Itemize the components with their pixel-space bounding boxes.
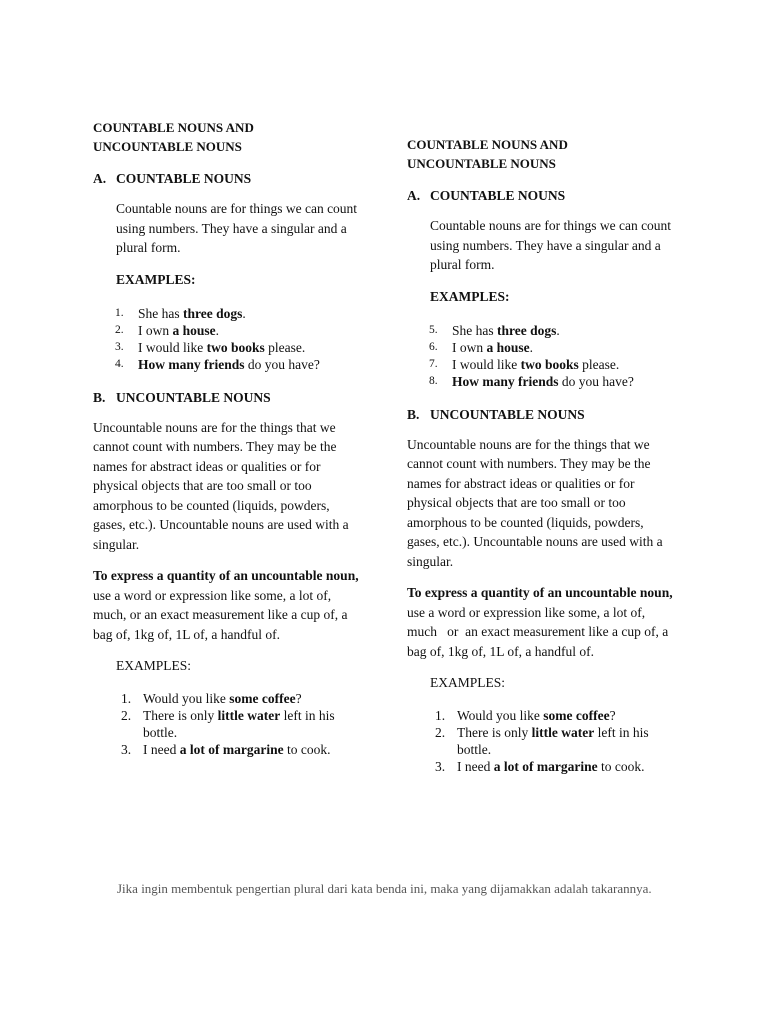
examples-label: EXAMPLES: (116, 271, 196, 287)
item-text: left in his bottle. (143, 708, 335, 740)
list-item (407, 758, 697, 775)
item-text: I own (138, 322, 173, 338)
item-bold-text: three dogs (497, 322, 557, 338)
examples-label: EXAMPLES: (430, 288, 510, 304)
section-b-letter: B. (407, 406, 420, 422)
examples-label-plain: EXAMPLES: (430, 675, 506, 690)
countable-examples-list (407, 322, 697, 390)
item-text: I need (457, 759, 494, 774)
title-line-1: COUNTABLE NOUNS AND (407, 137, 568, 152)
item-text: I would like (452, 356, 521, 372)
section-a-title: COUNTABLE NOUNS (116, 171, 252, 186)
section-b-heading (407, 405, 697, 424)
item-number: 1. (435, 708, 446, 723)
section-b-heading (93, 388, 383, 407)
item-bold-text: little water (217, 708, 281, 723)
title-line-2: UNCOUNTABLE NOUNS (93, 139, 242, 154)
list-item (93, 356, 383, 373)
item-bold-text: a lot of margarine (493, 759, 598, 774)
quantity-bold: To express a quantity of an uncountable noun, (407, 585, 673, 600)
uncountable-definition: Uncountable nouns are for the things that we cannot count with numbers. They may be the names for abstract ideas or qualities or for physical objects that are too small or too amorphous to be counted (liquids, powders, gases, etc.). Uncountable nouns are used with a singular. (407, 436, 663, 569)
list-item (407, 724, 697, 758)
item-text: . (242, 305, 246, 321)
item-text: . (556, 322, 560, 338)
item-number: 2. (435, 725, 446, 740)
section-b-title: UNCOUNTABLE NOUNS (430, 406, 585, 422)
countable-examples-list (93, 305, 383, 373)
section-a-heading (93, 169, 383, 188)
item-text: . (215, 322, 220, 338)
item-bold-text: some coffee (543, 708, 610, 723)
item-text: I need (143, 742, 180, 757)
quantity-paragraph (93, 566, 363, 644)
item-text: . (529, 339, 534, 355)
list-item (407, 707, 697, 724)
item-text: She has (452, 322, 497, 338)
examples-label-plain: EXAMPLES: (116, 658, 192, 673)
item-text: She has (138, 305, 183, 321)
title-line-2: UNCOUNTABLE NOUNS (407, 156, 556, 171)
page-title (93, 118, 383, 156)
item-text: I would like (138, 339, 207, 355)
item-number: 6. (429, 340, 438, 353)
section-a-letter: A. (93, 171, 107, 186)
list-item (407, 339, 697, 356)
item-text: ? (295, 691, 302, 706)
list-item (93, 741, 383, 758)
item-text: do you have? (558, 373, 634, 389)
list-item (93, 339, 383, 356)
item-text: I own (452, 339, 487, 355)
uncountable-examples-list (93, 690, 383, 758)
item-number: 7. (429, 357, 438, 370)
item-bold-text: two books (520, 356, 579, 372)
section-b-letter: B. (93, 389, 106, 405)
item-bold-text: some coffee (229, 691, 296, 706)
item-bold-text: two books (206, 339, 265, 355)
list-item (93, 690, 383, 707)
item-text: to cook. (597, 759, 645, 774)
item-text: please. (264, 339, 306, 355)
item-number: 2. (121, 708, 132, 723)
item-text: ? (609, 708, 616, 723)
item-number: 1. (121, 691, 132, 706)
countable-definition: Countable nouns are for things we can count using numbers. They have a singular and a plural form. (116, 201, 358, 255)
item-number: 3. (435, 759, 446, 774)
left-column (93, 118, 383, 758)
quantity-rest: use a word or expression like some, a lot of, much or an exact measurement like a cup of, a bag of, 1kg of, 1L of, a handful of. (407, 585, 676, 659)
item-bold-text: How many friends (138, 356, 245, 372)
item-bold-text: How many friends (452, 373, 559, 389)
item-number: 5. (429, 323, 438, 336)
item-number: 3. (121, 742, 132, 757)
item-text: left in his bottle. (457, 725, 649, 757)
item-number: 2. (115, 323, 124, 336)
list-item (93, 707, 383, 741)
item-number: 8. (429, 374, 438, 387)
uncountable-examples-list (407, 707, 697, 775)
item-bold-text: a house (172, 322, 216, 338)
item-bold-text: three dogs (183, 305, 243, 321)
item-bold-text: a house (486, 339, 530, 355)
item-number: 3. (115, 340, 124, 353)
quantity-bold: To express a quantity of an uncountable noun, (93, 568, 359, 583)
list-item (93, 305, 383, 322)
list-item (407, 356, 697, 373)
item-text: please. (578, 356, 620, 372)
item-text: There is only (143, 708, 218, 723)
item-bold-text: a lot of margarine (179, 742, 284, 757)
section-a-title: COUNTABLE NOUNS (430, 188, 566, 203)
item-bold-text: little water (531, 725, 595, 740)
title-line-1: COUNTABLE NOUNS AND (93, 120, 254, 135)
item-text: to cook. (283, 742, 331, 757)
list-item (407, 322, 697, 339)
quantity-rest: use a word or expression like some, a lot of, much, or an exact measurement like a cup of, a bag of, 1kg of, 1L of, a handful of. (93, 587, 348, 642)
right-column (407, 135, 697, 775)
list-item (407, 373, 697, 390)
item-text: There is only (457, 725, 532, 740)
item-text: Would you like (457, 708, 544, 723)
item-number: 1. (115, 306, 124, 319)
item-text: do you have? (244, 356, 320, 372)
footer-note: Jika ingin membentuk pengertian plural dari kata benda ini, maka yang dijamakkan adalah takarannya. (117, 881, 652, 896)
countable-definition: Countable nouns are for things we can count using numbers. They have a singular and a plural form. (430, 218, 672, 272)
item-text: Would you like (143, 691, 230, 706)
quantity-paragraph (407, 583, 677, 661)
section-a-letter: A. (407, 188, 421, 203)
section-a-heading (407, 186, 697, 205)
item-number: 4. (115, 357, 124, 370)
section-b-title: UNCOUNTABLE NOUNS (116, 389, 271, 405)
uncountable-definition: Uncountable nouns are for the things that we cannot count with numbers. They may be the names for abstract ideas or qualities or for physical objects that are too small or too amorphous to be counted (liquids, powders, gases, etc.). Uncountable nouns are used with a singular. (93, 419, 349, 552)
list-item (93, 322, 383, 339)
page-title-repeat (407, 135, 697, 173)
